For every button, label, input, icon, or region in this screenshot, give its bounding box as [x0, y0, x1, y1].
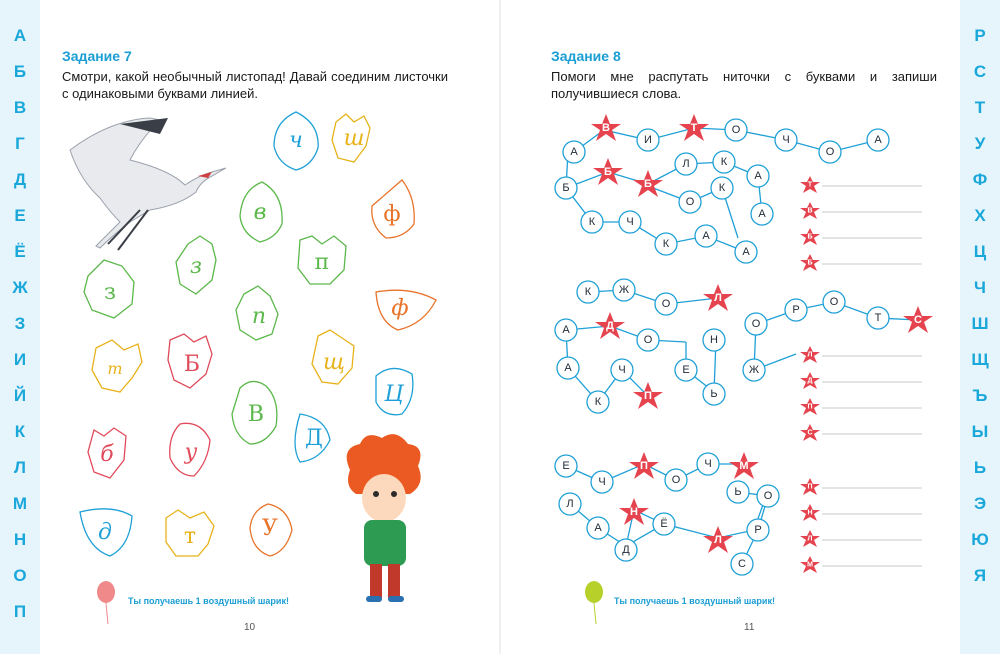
letter-node: [867, 307, 889, 329]
answer-star: [800, 346, 820, 363]
letter-node: [555, 319, 577, 341]
svg-text:А: А: [742, 246, 750, 258]
alphabet-letter: Ь: [973, 458, 987, 477]
svg-text:Д: Д: [606, 320, 614, 332]
alphabet-letter: Л: [14, 458, 26, 477]
answer-star: [800, 556, 820, 573]
svg-text:П: П: [640, 460, 648, 472]
answer-star: [800, 398, 820, 415]
svg-text:Н: Н: [630, 506, 638, 518]
alphabet-letter: Ъ: [972, 386, 988, 405]
balloon-left: [97, 581, 115, 624]
letter-node: [747, 165, 769, 187]
svg-text:К: К: [720, 156, 728, 168]
svg-text:К: К: [662, 238, 670, 250]
svg-text:Н: Н: [807, 509, 813, 517]
letter-node: [655, 293, 677, 315]
letter-node: [577, 281, 599, 303]
letter-node: [731, 553, 753, 575]
svg-text:А: А: [564, 362, 572, 374]
alphabet-letter: И: [13, 350, 27, 369]
alphabet-letter: Е: [14, 206, 26, 225]
letter-node: [655, 233, 677, 255]
alphabet-letter: Щ: [971, 350, 989, 369]
leaf-letter: ш: [343, 126, 365, 151]
svg-text:Ё: Ё: [660, 518, 668, 530]
svg-text:И: И: [644, 134, 652, 146]
alphabet-letter: У: [974, 134, 986, 153]
letter-node: [555, 177, 577, 199]
svg-text:А: А: [570, 146, 578, 158]
answer-star: [800, 504, 820, 521]
alphabet-letter: М: [12, 494, 28, 513]
svg-text:А: А: [594, 522, 602, 534]
svg-text:Ч: Ч: [704, 458, 712, 470]
svg-text:К: К: [594, 396, 602, 408]
letter-node: [615, 539, 637, 561]
letter-node: [745, 313, 767, 335]
leaf-letter: у: [184, 440, 198, 465]
svg-text:А: А: [758, 208, 766, 220]
letter-node: [725, 119, 747, 141]
alphabet-letter: Ю: [971, 530, 989, 549]
leaf-letter: п: [314, 250, 330, 275]
svg-text:Н: Н: [710, 334, 718, 346]
task-7-title: Задание 7: [62, 48, 132, 64]
answer-star: [800, 254, 820, 271]
letter-node: [637, 329, 659, 351]
svg-text:Л: Л: [807, 535, 813, 543]
leaf-letter: д: [98, 520, 112, 545]
svg-text:О: О: [661, 298, 671, 310]
star-node: [679, 114, 709, 141]
svg-text:П: П: [807, 403, 813, 411]
star-node: [729, 452, 759, 479]
task-7-instructions: Смотри, какой необычный листопад! Давай соединим листочки с одинаковыми буквами линией.: [62, 69, 448, 101]
leaf-letter: ч: [289, 128, 303, 153]
svg-text:К: К: [584, 286, 592, 298]
svg-text:О: О: [671, 474, 681, 486]
svg-text:С: С: [807, 429, 813, 437]
page-number-left: 10: [244, 622, 256, 633]
letter-node: [613, 279, 635, 301]
answer-star: [800, 372, 820, 389]
balloon-right: [585, 581, 603, 624]
svg-text:Б: Б: [807, 233, 813, 241]
letter-node: [675, 153, 697, 175]
svg-text:Т: Т: [874, 312, 882, 324]
svg-text:Д: Д: [622, 544, 630, 556]
leaf-letter: ф: [383, 202, 401, 227]
alphabet-letter: Ы: [971, 422, 989, 441]
letter-node: [703, 329, 725, 351]
svg-text:Л: Л: [566, 498, 574, 510]
svg-text:Т: Т: [807, 181, 813, 189]
boy-illustration: [347, 434, 421, 602]
alphabet-letter: Р: [974, 26, 986, 45]
alphabet-letter: З: [14, 314, 26, 333]
answer-star: [800, 228, 820, 245]
star-node: [593, 158, 623, 185]
task-8-instructions: Помоги мне распутать ниточки с буквами и запиши получившиеся слова.: [551, 69, 937, 101]
alphabet-letter: А: [13, 26, 27, 45]
alphabet-letter: Х: [974, 206, 986, 225]
svg-text:Ь: Ь: [710, 388, 718, 400]
alphabet-letter: Н: [13, 530, 27, 549]
leaf-letter: ф: [391, 296, 409, 321]
letter-node: [557, 357, 579, 379]
alphabet-letter: Ч: [974, 278, 986, 297]
leaf-letter: в: [253, 200, 267, 225]
svg-text:Р: Р: [792, 304, 800, 316]
leaf-letter: т: [183, 524, 197, 549]
leaf-letter: У: [262, 516, 278, 541]
alphabet-letter: Ф: [972, 170, 988, 189]
letter-node: [563, 141, 585, 163]
svg-text:Е: Е: [682, 364, 690, 376]
svg-text:А: А: [562, 324, 570, 336]
svg-text:П: П: [807, 483, 813, 491]
letter-node: [703, 383, 725, 405]
letter-node: [581, 211, 603, 233]
star-node: [595, 312, 625, 339]
letter-node: [619, 211, 641, 233]
answer-stars: [800, 176, 820, 573]
svg-text:О: О: [763, 490, 773, 502]
svg-text:Ж: Ж: [618, 284, 630, 296]
answer-star: [800, 424, 820, 441]
letter-node: [611, 359, 633, 381]
star-node: [629, 452, 659, 479]
alphabet-letter: Я: [973, 566, 987, 585]
task-8-title: Задание 8: [551, 48, 621, 64]
leaf-letter: Д: [305, 426, 323, 451]
svg-text:А: А: [874, 134, 882, 146]
alphabet-letter: Ш: [971, 314, 989, 333]
svg-text:Ь: Ь: [734, 486, 742, 498]
star-node: [619, 498, 649, 525]
svg-text:О: О: [643, 334, 653, 346]
alphabet-letter: Г: [15, 134, 25, 153]
alphabet-letter: Ц: [973, 242, 987, 261]
svg-text:О: О: [685, 196, 695, 208]
svg-text:Ч: Ч: [598, 476, 606, 488]
answer-star: [800, 478, 820, 495]
svg-text:М: М: [807, 561, 813, 569]
letter-node: [587, 391, 609, 413]
letter-node: [727, 481, 749, 503]
letter-node: [711, 177, 733, 199]
leaf-letter: Ц: [384, 382, 404, 407]
leaf-letter: б: [100, 442, 114, 467]
leaf-letter: з: [190, 254, 202, 279]
letter-node: [559, 493, 581, 515]
svg-text:О: О: [825, 146, 835, 158]
letter-node: [757, 485, 779, 507]
svg-text:М: М: [739, 460, 749, 472]
leaf-letter: з: [104, 280, 116, 305]
alphabet-letter: Й: [13, 386, 27, 405]
answer-star: [800, 202, 820, 219]
letter-node: [785, 299, 807, 321]
svg-text:А: А: [702, 230, 710, 242]
reward-text-left: Ты получаешь 1 воздушный шарик!: [128, 596, 289, 606]
alphabet-letter: К: [14, 422, 26, 441]
answer-lines: [822, 186, 922, 566]
letter-node: [679, 191, 701, 213]
letter-node: [867, 129, 889, 151]
leaf-letter: Б: [183, 352, 201, 377]
svg-text:Р: Р: [754, 524, 762, 536]
star-node: [703, 284, 733, 311]
svg-text:С: С: [738, 558, 746, 570]
svg-text:Л: Л: [807, 351, 813, 359]
svg-text:П: П: [644, 390, 652, 402]
svg-text:С: С: [914, 314, 922, 326]
crane-illustration: [70, 118, 226, 250]
leaf-letter: т: [107, 359, 123, 378]
svg-text:Ч: Ч: [618, 364, 626, 376]
svg-text:Л: Л: [714, 534, 722, 546]
alphabet-letter: Б: [13, 62, 27, 81]
svg-text:О: О: [829, 296, 839, 308]
svg-text:В: В: [807, 207, 813, 215]
puzzle-1: [555, 119, 889, 263]
star-node: [703, 526, 733, 553]
reward-text-right: Ты получаешь 1 воздушный шарик!: [614, 596, 775, 606]
svg-text:К: К: [588, 216, 596, 228]
letter-node: [747, 519, 769, 541]
alphabet-letter: П: [13, 602, 27, 621]
letter-node: [587, 517, 609, 539]
star-node: [633, 170, 663, 197]
letter-node: [653, 513, 675, 535]
alphabet-letter: В: [13, 98, 27, 117]
svg-text:В: В: [602, 122, 610, 134]
leaf-letter: п: [251, 304, 267, 329]
svg-text:Е: Е: [562, 460, 570, 472]
alphabet-letter: С: [973, 62, 987, 81]
letter-node: [591, 471, 613, 493]
svg-text:Б: Б: [562, 182, 570, 194]
svg-text:Ж: Ж: [748, 364, 760, 376]
letter-node: [735, 241, 757, 263]
alphabet-letter: Т: [974, 98, 986, 117]
svg-text:Б: Б: [807, 259, 813, 267]
alphabet-letter: Ж: [12, 278, 28, 297]
svg-text:Б: Б: [644, 178, 652, 190]
svg-text:Ч: Ч: [782, 134, 790, 146]
alphabet-letter: Д: [13, 170, 27, 189]
page-number-right: 11: [744, 622, 755, 633]
svg-text:О: О: [731, 124, 741, 136]
svg-text:А: А: [754, 170, 762, 182]
alphabet-letter: О: [13, 566, 27, 585]
svg-text:Л: Л: [714, 292, 722, 304]
alphabet-letter: Э: [973, 494, 987, 513]
letter-node: [823, 291, 845, 313]
letter-node: [713, 151, 735, 173]
svg-text:К: К: [718, 182, 726, 194]
svg-text:Д: Д: [807, 377, 813, 385]
letter-node: [695, 225, 717, 247]
svg-text:О: О: [751, 318, 761, 330]
svg-text:Б: Б: [604, 166, 612, 178]
letter-node: [555, 455, 577, 477]
letter-node: [665, 469, 687, 491]
leaf-letter: В: [247, 402, 265, 427]
letter-node: [751, 203, 773, 225]
svg-text:Т: Т: [690, 122, 698, 134]
letter-node: [675, 359, 697, 381]
answer-star: [800, 530, 820, 547]
leaf-letter: щ: [322, 350, 346, 375]
letter-node: [697, 453, 719, 475]
answer-star: [800, 176, 820, 193]
letter-node: [819, 141, 841, 163]
svg-text:Л: Л: [682, 158, 690, 170]
alphabet-letter: Ё: [14, 242, 26, 261]
letter-node: [775, 129, 797, 151]
letter-node: [743, 359, 765, 381]
letter-node: [637, 129, 659, 151]
svg-text:Ч: Ч: [626, 216, 634, 228]
